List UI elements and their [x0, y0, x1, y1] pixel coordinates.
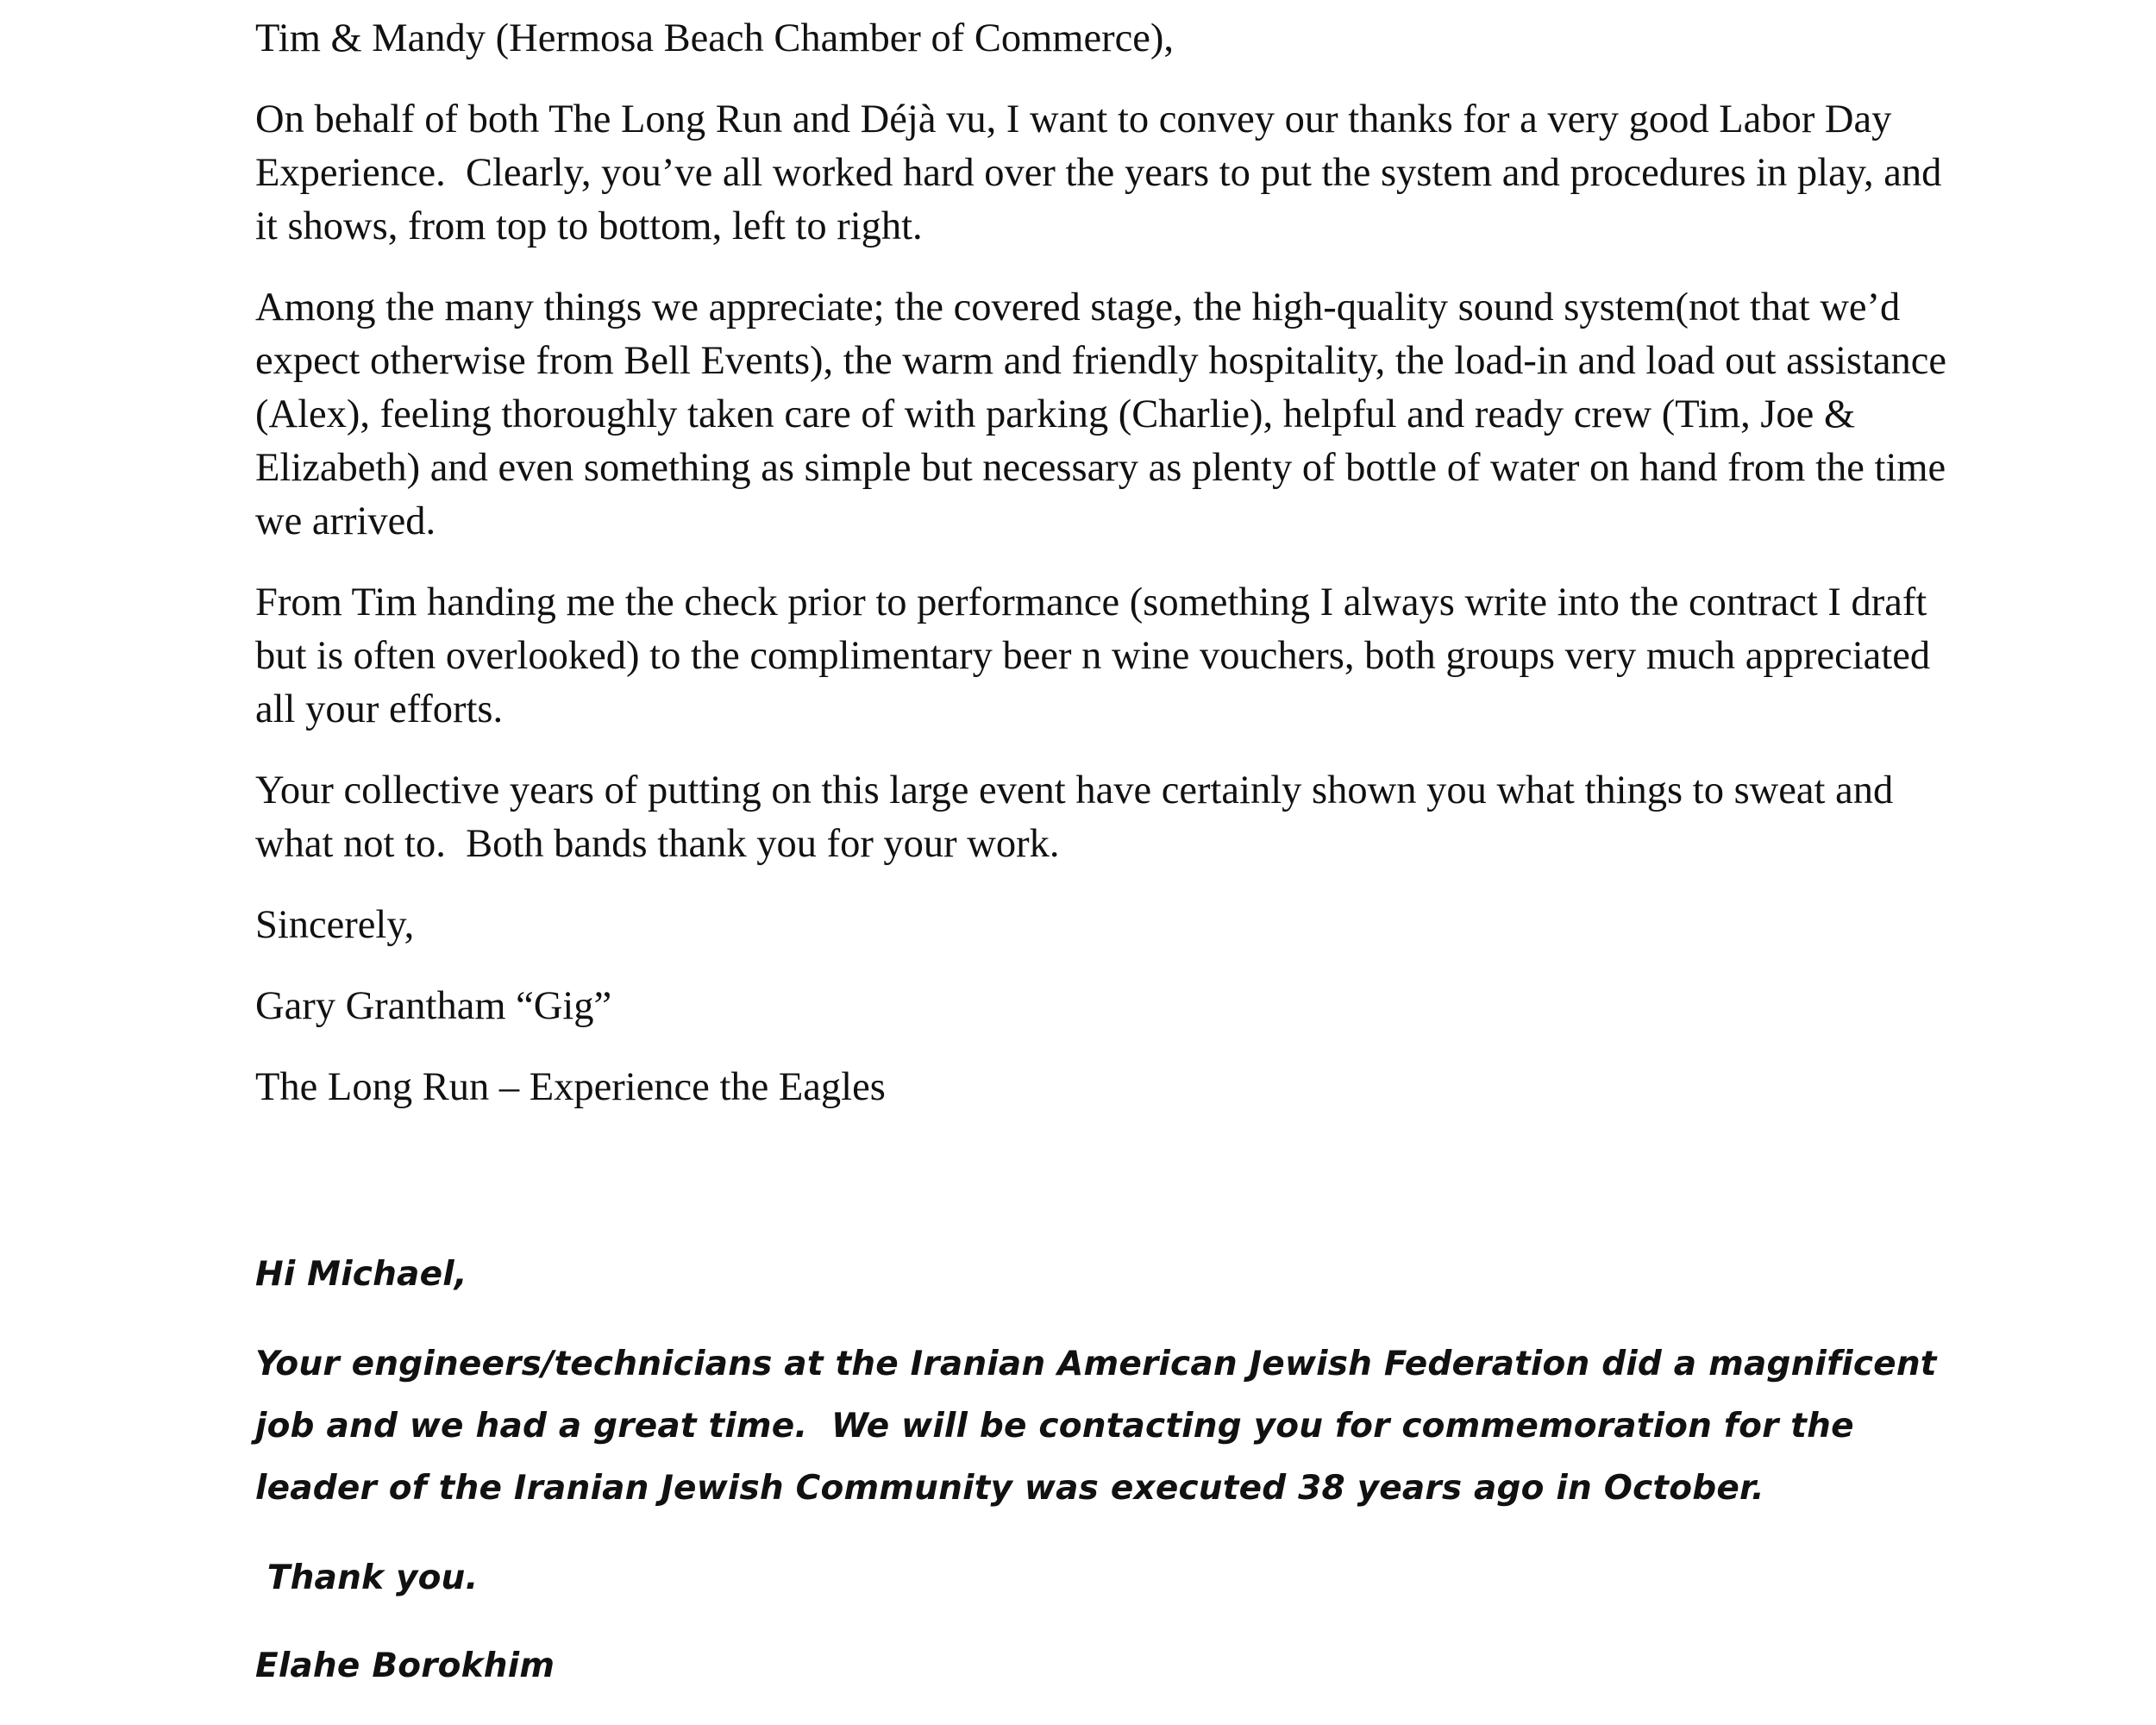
letter-one-salutation: Tim & Mandy (Hermosa Beach Chamber of Commerce),	[255, 16, 1174, 60]
letter-one-paragraph-2: Among the many things we appreciate; the covered stage, the high-quality sound system(not that we’d expect otherwise from Bell Events), the warm and friendly hospitality, the load-in and load out assistance (Alex), feeling thoroughly taken care of with parking (Charlie), helpful and ready crew (Tim, Joe & Elizabeth) and even something as simple but necessary as plenty of bottle of water on hand from the time we arrived.	[255, 285, 1957, 543]
letter-two-salutation: Hi Michael,	[255, 1255, 467, 1294]
letter-two-signature: Elahe Borokhim	[255, 1647, 555, 1685]
letter-iranian-federation	[255, 1244, 1980, 1725]
letter-long-run	[255, 12, 1963, 1142]
letter-one-paragraph-3: From Tim handing me the check prior to performance (something I always write into the contract I draft but is often overlooked) to the complimentary beer n wine vouchers, both groups very much appreciated all your efforts.	[255, 580, 1940, 731]
letter-one-signature: Gary Grantham “Gig”	[255, 984, 612, 1028]
letter-one-paragraph-1: On behalf of both The Long Run and Déjà vu, I want to convey our thanks for a very good Labor Day Experience. Clearly, you’ve all worked hard over the years to put the system and procedures in play, and it shows, from top to bottom, left to right.	[255, 97, 1952, 248]
letter-two-closing: Thank you.	[255, 1559, 479, 1597]
letter-one-paragraph-4: Your collective years of putting on this large event have certainly shown you what things to sweat and what not to. Both bands thank you for your work.	[255, 768, 1903, 866]
letter-one-closing: Sincerely,	[255, 903, 415, 947]
letter-one-band-name: The Long Run – Experience the Eagles	[255, 1065, 886, 1109]
letter-two-paragraph-1: Your engineers/technicians at the Iranian American Jewish Federation did a magnificent job and we had a great time. We will be contacting you for commemoration for the leader of the Iranian Jewish Community was executed 38 years ago in October.	[255, 1345, 1949, 1508]
